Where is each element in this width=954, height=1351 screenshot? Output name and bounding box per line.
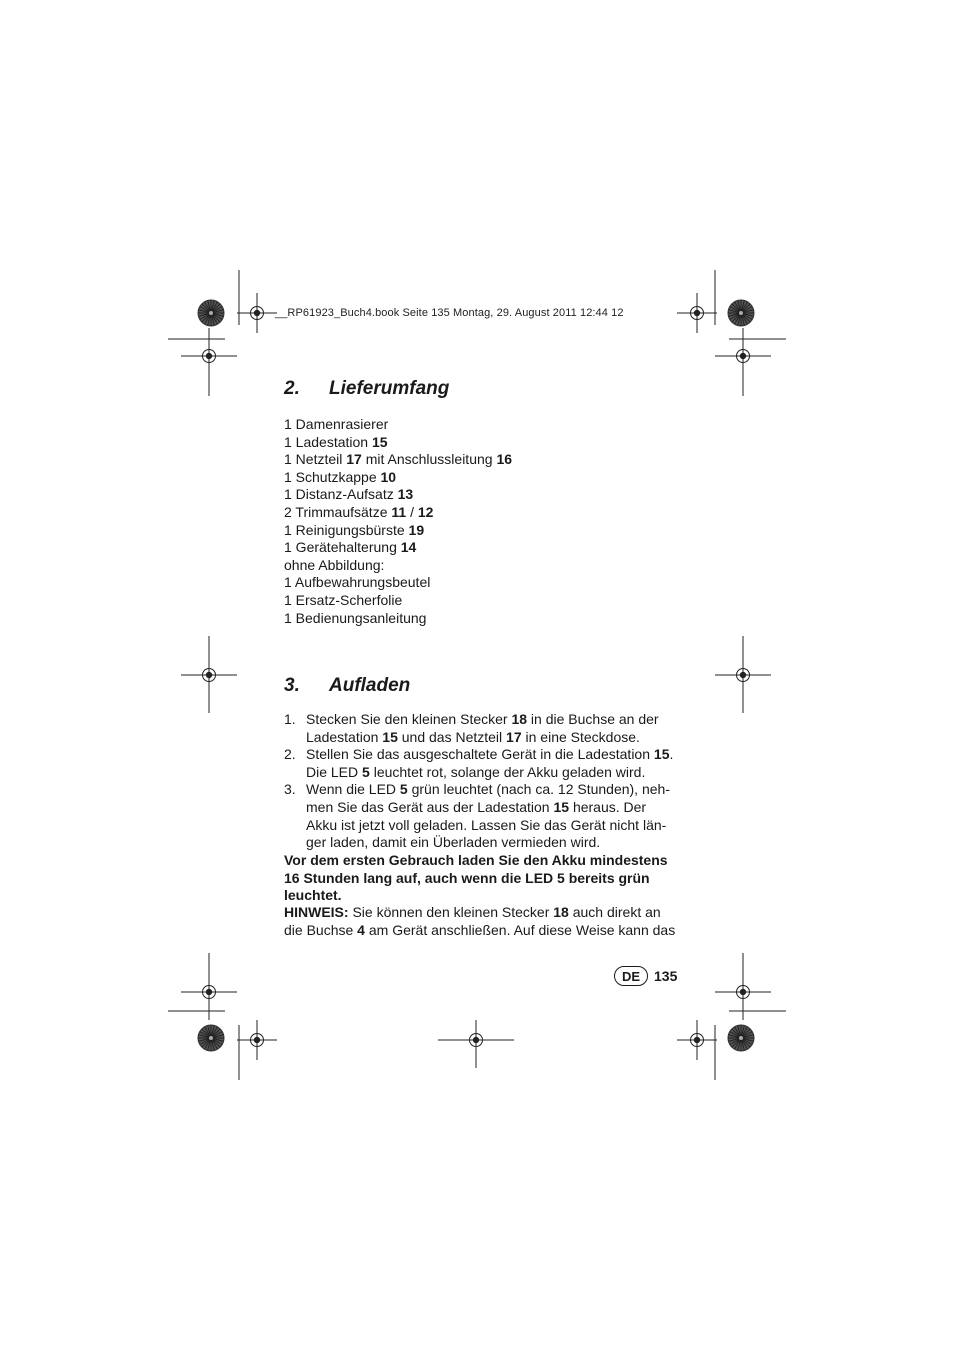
- list-item: [284, 610, 512, 628]
- step-item: [284, 711, 704, 746]
- step-line: [306, 781, 704, 799]
- text-run: in eine Steckdose.: [521, 728, 640, 745]
- registration-dot: [694, 1037, 700, 1043]
- section-number: 2.: [284, 378, 300, 399]
- reference-number: 11: [391, 503, 407, 520]
- list-item: [284, 434, 512, 452]
- step-item: [284, 746, 704, 781]
- list-item: [284, 504, 512, 522]
- text-run: mit Anschlussleitung: [361, 451, 497, 468]
- text-run: am Gerät anschließen. Auf diese Weise kann das: [364, 921, 676, 938]
- warning-line: Vor dem ersten Gebrauch laden Sie den Akku mindestens: [284, 852, 668, 868]
- reference-number: 17: [506, 728, 522, 745]
- list-item: [284, 539, 512, 557]
- list-item: [284, 469, 512, 487]
- reference-number: 18: [553, 904, 569, 920]
- text-run: Ladestation: [306, 728, 383, 745]
- list-item: [284, 522, 512, 540]
- step-line: [306, 729, 704, 747]
- text-run: Stellen Sie das ausgeschaltete Gerät in die Ladestation: [306, 746, 654, 763]
- section-title: Aufladen: [329, 675, 411, 696]
- reference-number: 13: [397, 486, 414, 503]
- reference-number: 10: [380, 468, 397, 485]
- list-item: [284, 486, 512, 504]
- text-run: 1 Distanz-Aufsatz: [284, 486, 398, 503]
- text-run: die Buchse: [284, 921, 358, 938]
- reference-number: 5: [362, 763, 370, 780]
- text-run: Stecken Sie den kleinen Stecker: [306, 711, 512, 727]
- charging-steps: [284, 711, 704, 852]
- text-run: 1 Damenrasierer: [284, 416, 389, 432]
- reference-number: 16: [496, 451, 513, 468]
- text-run: Sie können den kleinen Stecker: [348, 904, 554, 920]
- list-item: [284, 574, 512, 592]
- delivery-list: [284, 416, 512, 627]
- step-number: 3.: [284, 781, 296, 798]
- section-number: 3.: [284, 675, 300, 696]
- print-slug: __RP61923_Buch4.book Seite 135 Montag, 29. August 2011 12:44 12: [275, 307, 624, 319]
- text-run: grün leuchtet (nach ca. 12 Stunden), neh-: [407, 781, 670, 798]
- color-target-center: [739, 311, 743, 315]
- reference-number: 14: [400, 539, 417, 556]
- text-run: 1 Schutzkappe: [284, 468, 381, 485]
- language-badge: DE: [614, 966, 648, 986]
- reference-number: 12: [417, 503, 434, 520]
- step-line: [306, 834, 704, 852]
- warning-line: leuchtet.: [284, 887, 342, 904]
- text-run: .: [669, 746, 674, 763]
- registration-dot: [694, 310, 700, 316]
- text-run: ohne Abbildung:: [284, 556, 385, 573]
- text-run: men Sie das Gerät aus der Ladestation: [306, 798, 554, 815]
- text-run: auch direkt an: [568, 904, 661, 920]
- text-run: 1 Reinigungsbürste: [284, 521, 409, 538]
- reference-number: 19: [408, 521, 425, 538]
- reference-number: HINWEIS:: [284, 904, 349, 920]
- text-run: 1 Aufbewahrungsbeutel: [284, 574, 431, 591]
- reference-number: 5: [399, 781, 408, 798]
- list-item: [284, 451, 512, 469]
- text-run: 1 Gerätehalterung: [284, 539, 401, 556]
- text-run: 2 Trimmaufsätze: [284, 503, 392, 520]
- step-line: [306, 817, 704, 835]
- text-run: 1 Bedienungsanleitung: [284, 609, 427, 626]
- text-run: und das Netzteil: [397, 728, 507, 745]
- text-run: Die LED: [306, 763, 363, 780]
- color-target-center: [739, 1036, 743, 1040]
- step-item: [284, 781, 704, 851]
- text-run: 1 Ersatz-Scherfolie: [284, 591, 403, 608]
- hint-paragraph: [284, 904, 675, 939]
- reference-number: 15: [553, 798, 570, 815]
- text-run: Wenn die LED: [306, 781, 400, 798]
- registration-dot: [254, 310, 260, 316]
- step-line: [306, 764, 704, 782]
- text-run: heraus. Der: [569, 798, 647, 815]
- section-heading-lieferumfang: [284, 378, 449, 400]
- reference-number: 15: [382, 728, 398, 745]
- text-run: in die Buchse an der: [527, 711, 659, 727]
- text-run: leuchtet rot, solange der Akku geladen wird.: [369, 763, 646, 780]
- text-run: Akku ist jetzt voll geladen. Lassen Sie das Gerät nicht län-: [306, 816, 667, 833]
- hint-line: [284, 904, 675, 922]
- text-run: 1 Netzteil: [284, 451, 347, 468]
- step-line: [306, 746, 704, 764]
- step-number: 2.: [284, 746, 296, 763]
- reference-number: 15: [653, 746, 670, 763]
- hint-line: [284, 922, 675, 940]
- section-title: Lieferumfang: [329, 378, 450, 399]
- list-item: [284, 592, 512, 610]
- reference-number: 15: [371, 433, 388, 450]
- registration-dot: [254, 1037, 260, 1043]
- warning-paragraph: [284, 852, 668, 905]
- step-number: 1.: [284, 711, 296, 727]
- list-item: [284, 557, 512, 575]
- text-run: 1 Ladestation: [284, 433, 372, 450]
- warning-line: 16 Stunden lang auf, auch wenn die LED 5 bereits grün: [284, 869, 650, 886]
- list-item: [284, 416, 512, 434]
- reference-number: 18: [511, 711, 528, 727]
- reference-number: 4: [357, 921, 365, 938]
- section-heading-aufladen: [284, 675, 410, 697]
- text-run: ger laden, damit ein Überladen vermieden wird.: [306, 834, 601, 851]
- step-line: [306, 711, 704, 729]
- color-target-center: [209, 311, 213, 315]
- page-footer: [614, 964, 677, 988]
- color-target-center: [209, 1036, 213, 1040]
- step-line: [306, 799, 704, 817]
- page-number: 135: [654, 968, 678, 984]
- reference-number: 17: [346, 451, 362, 468]
- text-run: /: [406, 503, 418, 520]
